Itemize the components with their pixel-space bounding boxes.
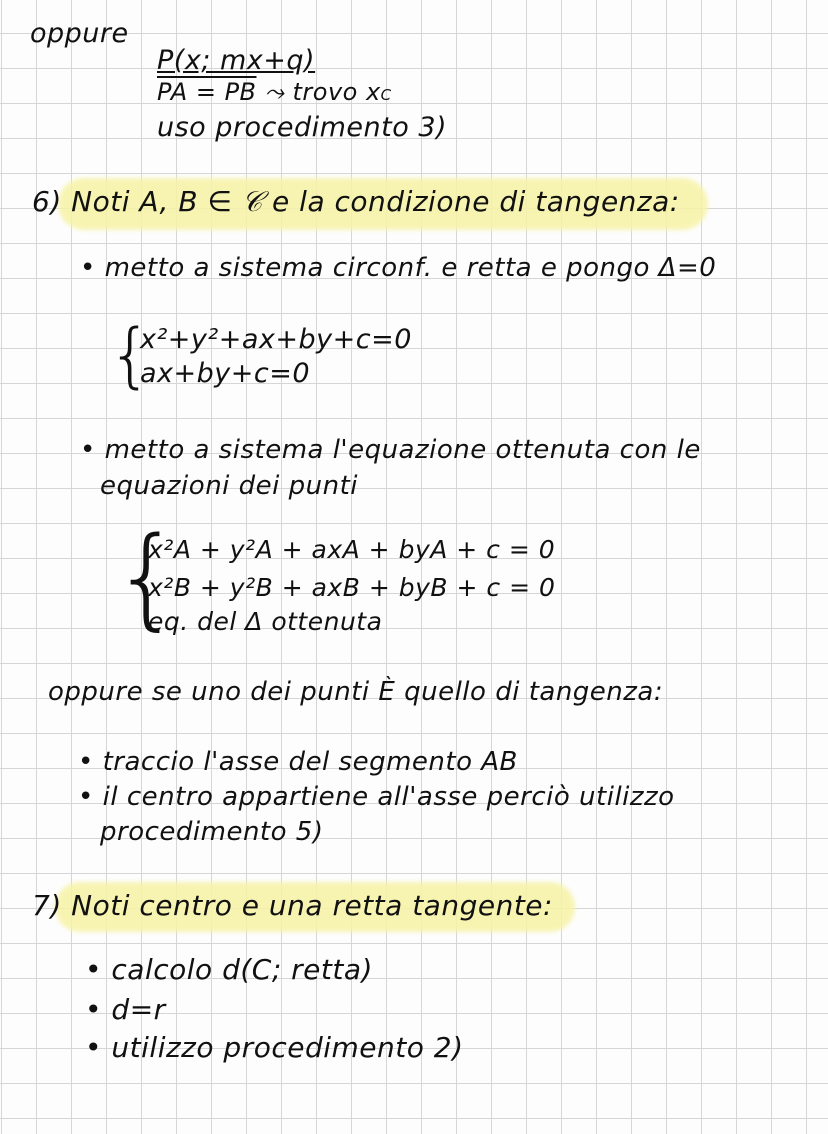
system2-eq2: x²B + y²B + axB + byB + c = 0 <box>148 573 556 602</box>
distance-line <box>157 76 392 111</box>
section6-alt: oppure se uno dei punti È quello di tangenza: <box>48 677 664 707</box>
system1-eq2: ax+by+c=0 <box>140 358 311 389</box>
section7-bullet3: • utilizzo procedimento 2) <box>85 1031 464 1064</box>
section6-bullet2-line2: equazioni dei punti <box>100 471 359 501</box>
system1-eq1: x²+y²+ax+by+c=0 <box>140 324 412 355</box>
find-sub: C <box>380 86 392 104</box>
use-procedure-3: uso procedimento 3) <box>157 112 448 143</box>
arrow-icon: ⤳ <box>264 78 285 106</box>
point-expression: P(x; mx+q) <box>157 45 316 76</box>
system2-eq3: eq. del Δ ottenuta <box>148 607 383 636</box>
oppure-label: oppure <box>30 18 129 49</box>
system1-brace: { <box>108 314 153 396</box>
section6-bullet2-line1: • metto a sistema l'equazione ottenuta con le <box>80 435 701 465</box>
section6-bullet1: • metto a sistema circonf. e retta e pongo Δ=0 <box>80 253 717 283</box>
section7-bullet1: • calcolo d(C; retta) <box>85 953 373 986</box>
find-text: trovo x <box>292 78 381 106</box>
section7-bullet2: • d=r <box>85 993 166 1026</box>
section6-title: 6) Noti A, B ∈ 𝒞 e la condizione di tangenza: <box>32 185 680 218</box>
alt-bullet1: • traccio l'asse del segmento AB <box>78 747 518 777</box>
alt-bullet3: procedimento 5) <box>100 817 324 847</box>
distance-equation: PA = PB <box>157 78 257 106</box>
alt-bullet2: • il centro appartiene all'asse perciò utilizzo <box>78 782 675 812</box>
system2-brace: { <box>112 513 182 641</box>
system2-eq1: x²A + y²A + axA + byA + c = 0 <box>148 535 556 564</box>
section7-title: 7) Noti centro e una retta tangente: <box>32 889 553 922</box>
